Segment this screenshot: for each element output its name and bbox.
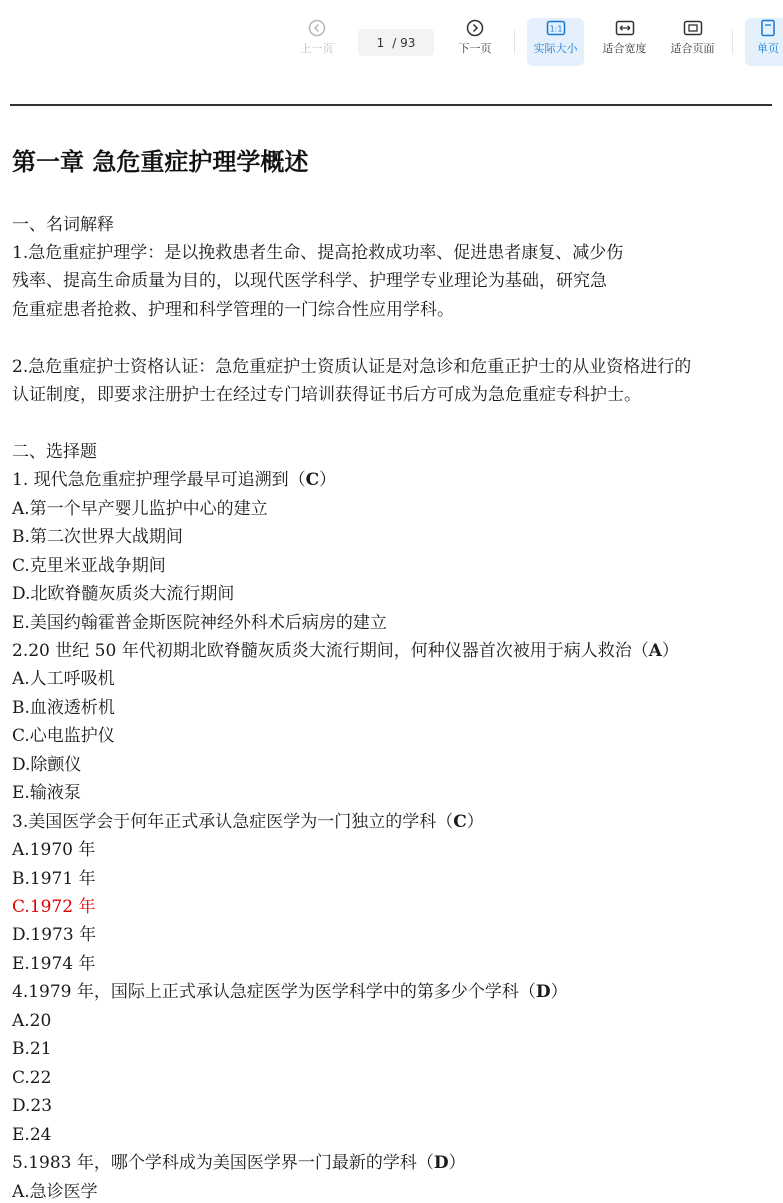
- option-c: C.心电监护仪: [12, 726, 115, 746]
- single-page-label: 单页: [757, 42, 779, 55]
- actual-size-icon: [546, 18, 566, 38]
- single-page-button[interactable]: [745, 18, 783, 66]
- fit-width-button[interactable]: [596, 18, 653, 66]
- option-c: C.克里米亚战争期间: [12, 556, 166, 576]
- option-d: D.1973 年: [12, 925, 97, 945]
- definition-2-line: 2.急危重症护士资格认证：急危重症护士资质认证是对急诊和危重正护士的从业资格进行的: [12, 357, 692, 377]
- answer-key: D: [535, 982, 551, 1002]
- option-e: E.输液泵: [12, 783, 81, 803]
- viewer-toolbar: [0, 0, 783, 74]
- fit-page-button[interactable]: [664, 18, 721, 66]
- close-paren: ）: [319, 470, 337, 490]
- question-4: [12, 981, 568, 1003]
- close-paren: ）: [661, 641, 679, 661]
- close-paren: ）: [550, 982, 568, 1002]
- page-current[interactable]: 1: [376, 35, 385, 50]
- section-heading-definitions: 一、名词解释: [12, 215, 114, 235]
- fit-width-label: 适合宽度: [602, 42, 647, 55]
- question-1: [12, 469, 336, 491]
- option-e: E.1974 年: [12, 954, 96, 974]
- chevron-left-circle-icon: [307, 18, 327, 38]
- option-c-highlighted: C.1972 年: [12, 897, 96, 917]
- fit-page-icon: [683, 18, 703, 38]
- option-a: A.20: [12, 1011, 52, 1031]
- option-b: B.第二次世界大战期间: [12, 527, 183, 547]
- option-d: D.北欧脊髓灰质炎大流行期间: [12, 584, 235, 604]
- definition-2-line: 认证制度，即要求注册护士在经过专门培训获得证书后方可成为急危重症专科护士。: [12, 385, 641, 405]
- question-5: [12, 1152, 466, 1174]
- toolbar-divider: [514, 30, 515, 54]
- page-total: / 93: [392, 35, 416, 50]
- option-b: B.血液透析机: [12, 698, 115, 718]
- page-indicator[interactable]: [358, 29, 434, 56]
- question-3: [12, 811, 484, 833]
- next-page-button[interactable]: [454, 18, 496, 66]
- option-a: A.急诊医学: [12, 1182, 98, 1202]
- question-text: 3.美国医学会于何年正式承认急症医学为一门独立的学科（: [12, 812, 454, 832]
- prev-page-button[interactable]: [296, 18, 338, 66]
- chapter-title: 第一章 急危重症护理学概述: [12, 147, 309, 176]
- definition-1-line: 危重症患者抢救、护理和科学管理的一门综合性应用学科。: [12, 300, 454, 320]
- question-2: [12, 640, 679, 662]
- fit-page-label: 适合页面: [670, 42, 715, 55]
- question-text: 5.1983 年，哪个学科成为美国医学界一门最新的学科（: [12, 1153, 434, 1173]
- option-c: C.22: [12, 1068, 52, 1088]
- option-d: D.23: [12, 1096, 53, 1116]
- close-paren: ）: [466, 812, 484, 832]
- question-text: 2.20 世纪 50 年代初期北欧脊髓灰质炎大流行期间，何种仪器首次被用于病人救治（: [12, 641, 649, 661]
- single-page-icon: [758, 18, 778, 38]
- question-text: 1. 现代急危重症护理学最早可追溯到（: [12, 470, 306, 490]
- answer-key: D: [433, 1153, 449, 1173]
- svg-text:1:1: 1:1: [549, 24, 562, 34]
- actual-size-button[interactable]: [527, 18, 584, 66]
- option-e: E.24: [12, 1125, 52, 1145]
- definition-1-line: 1.急危重症护理学：是以挽救患者生命、提高抢救成功率、促进患者康复、减少伤: [12, 243, 624, 263]
- option-a: A.第一个早产婴儿监护中心的建立: [12, 499, 268, 519]
- question-text: 4.1979 年，国际上正式承认急症医学为医学科学中的第多少个学科（: [12, 982, 536, 1002]
- fit-width-icon: [615, 18, 635, 38]
- option-d: D.除颤仪: [12, 755, 82, 775]
- prev-page-label: 上一页: [300, 42, 334, 55]
- answer-key: C: [453, 812, 467, 832]
- close-paren: ）: [448, 1153, 466, 1173]
- toolbar-divider: [732, 30, 733, 54]
- option-a: A.人工呼吸机: [12, 669, 115, 689]
- chevron-right-circle-icon: [465, 18, 485, 38]
- option-a: A.1970 年: [12, 840, 96, 860]
- definition-1-line: 残率、提高生命质量为目的，以现代医学科学、护理学专业理论为基础，研究急: [12, 271, 607, 291]
- section-heading-choices: 二、选择题: [12, 442, 97, 462]
- next-page-label: 下一页: [458, 42, 492, 55]
- option-b: B.1971 年: [12, 869, 96, 889]
- answer-key: C: [305, 470, 320, 490]
- option-b: B.21: [12, 1039, 52, 1059]
- actual-size-label: 实际大小: [533, 42, 578, 55]
- answer-key: A: [648, 641, 662, 661]
- option-e: E.美国约翰霍普金斯医院神经外科术后病房的建立: [12, 613, 387, 633]
- header-rule: [10, 104, 772, 106]
